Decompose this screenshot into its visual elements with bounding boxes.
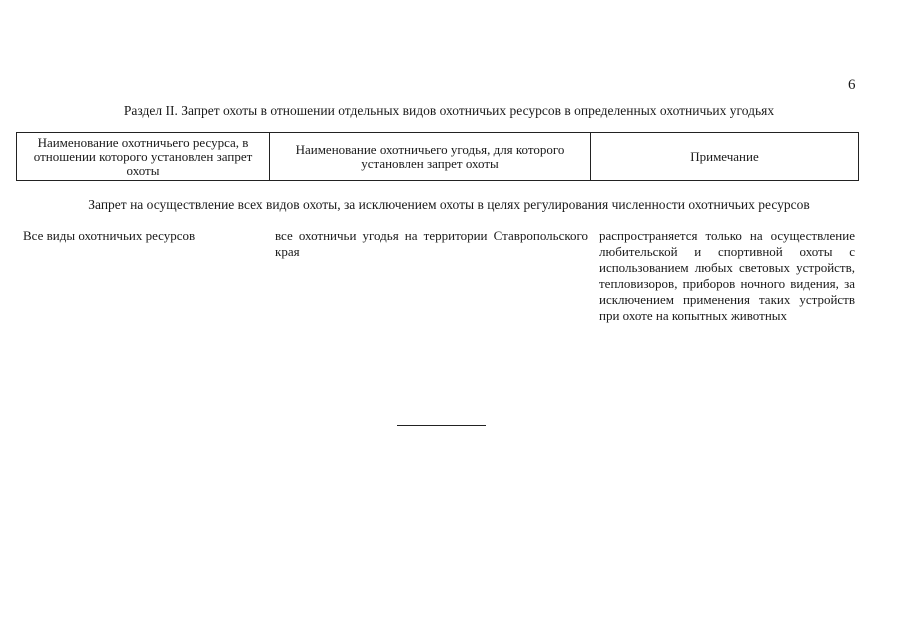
header-resource-name: Наименование охотничьего ресурса, в отношении которого установлен запрет охоты (17, 133, 270, 180)
cell-note: распространяется только на осуществление любительской и спортивной охоты с использованием любых световых устройств, тепловизоров, приборов ночного видения, за исключением применения таких устройств при охоте на копытных животных (599, 228, 855, 323)
subsection-title: Запрет на осуществление всех видов охоты, за исключением охоты в целях регулирования численности охотничьих ресурсов (88, 197, 810, 212)
header-hunting-ground: Наименование охотничьего угодья, для которого установлен запрет охоты (270, 133, 591, 180)
header-note: Примечание (690, 148, 759, 164)
end-divider (397, 425, 486, 426)
cell-resource: Все виды охотничьих ресурсов (23, 228, 196, 243)
table-header (16, 132, 859, 181)
section-title: Раздел II. Запрет охоты в отношении отдельных видов охотничьих ресурсов в определенных охотничьих угодьях (123, 103, 775, 118)
page-number: 6 (848, 77, 856, 93)
cell-area: все охотничьи угодья на территории Ставропольского края (275, 228, 588, 259)
